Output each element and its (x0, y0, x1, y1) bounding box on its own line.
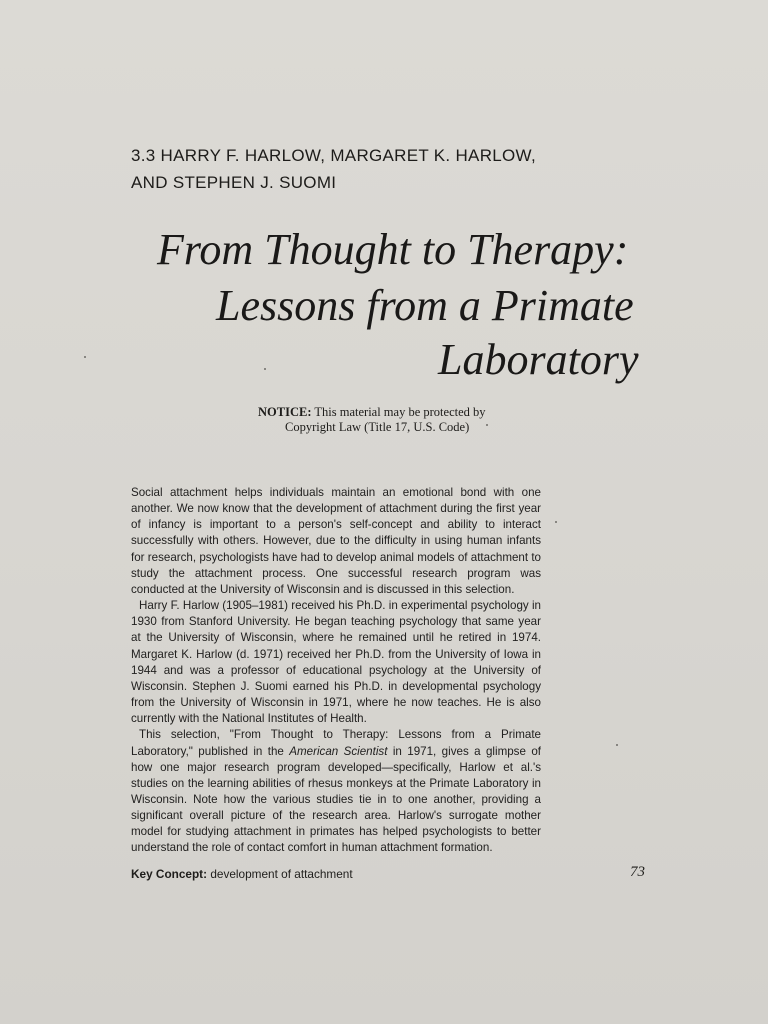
intro-paragraph-3 (131, 727, 541, 856)
key-concept-label: Key Concept: (131, 867, 208, 881)
journal-title: American Scientist (289, 744, 388, 758)
intro-paragraph-1: Social attachment helps individuals maintain an emotional bond with one another. We now know that the development of attachment during the first year of infancy is important to a person's self-concept and ability to interact successfully with others. However, due to the difficulty in using human infants for research, psychologists have had to develop animal models of attachment to study the attachment process. One successful research program was conducted at the University of Wisconsin and is discussed in this selection. (131, 486, 541, 596)
page-number: 73 (630, 864, 645, 880)
notice-text-1: This material may be protected by (314, 405, 486, 419)
scan-speck (264, 368, 266, 370)
introduction-text (131, 485, 541, 857)
scan-speck (555, 521, 557, 523)
title-line-3: Laboratory (438, 335, 639, 384)
notice-text-2: Copyright Law (Title 17, U.S. Code) (285, 420, 470, 434)
notice-label: NOTICE: (258, 405, 312, 419)
key-concept-value: development of attachment (210, 867, 353, 881)
selection-number-authors: 3.3 HARRY F. HARLOW, MARGARET K. HARLOW, (131, 146, 536, 165)
title-line-2: Lessons from a Primate (216, 281, 634, 330)
scan-speck (84, 356, 86, 358)
paragraph-3-part-a: This selection, "From Thought to Therapy: Lessons from a Primate Laboratory," published in the (131, 728, 541, 758)
intro-paragraph-2: Harry F. Harlow (1905–1981) received his Ph.D. in experimental psychology in 1930 from Stanford University. He began teaching psychology that same year at the University of Wisconsin, where he remained until he retired in 1974. Margaret K. Harlow (d. 1971) received her Ph.D. from the University of Iowa in 1944 and was a professor of educational psychology at the University of Wisconsin. Stephen J. Suomi earned his Ph.D. in developmental psychology from the University of Wisconsin in 1971, where he now teaches. He is also currently with the National Institutes of Health. (131, 599, 541, 726)
authors-continued: AND STEPHEN J. SUOMI (131, 173, 337, 192)
copyright-notice (258, 405, 508, 435)
scan-speck (616, 744, 618, 746)
key-concept (131, 867, 353, 881)
title-line-1: From Thought to Therapy: (157, 225, 629, 274)
paragraph-3-part-b: in 1971, gives a glimpse of how one major research program developed—specifically, Harlow et al.'s studies on the learning abilities of rhesus monkeys at the Primate Laboratory in Wisconsin. Note how the various studies tie in to one another, providing a significant overall picture of the research area. Harlow's surrogate mother model for studying attachment in primates has helped psychologists to better understand the role of contact comfort in human attachment formation. (131, 744, 541, 855)
scan-speck (486, 424, 488, 426)
